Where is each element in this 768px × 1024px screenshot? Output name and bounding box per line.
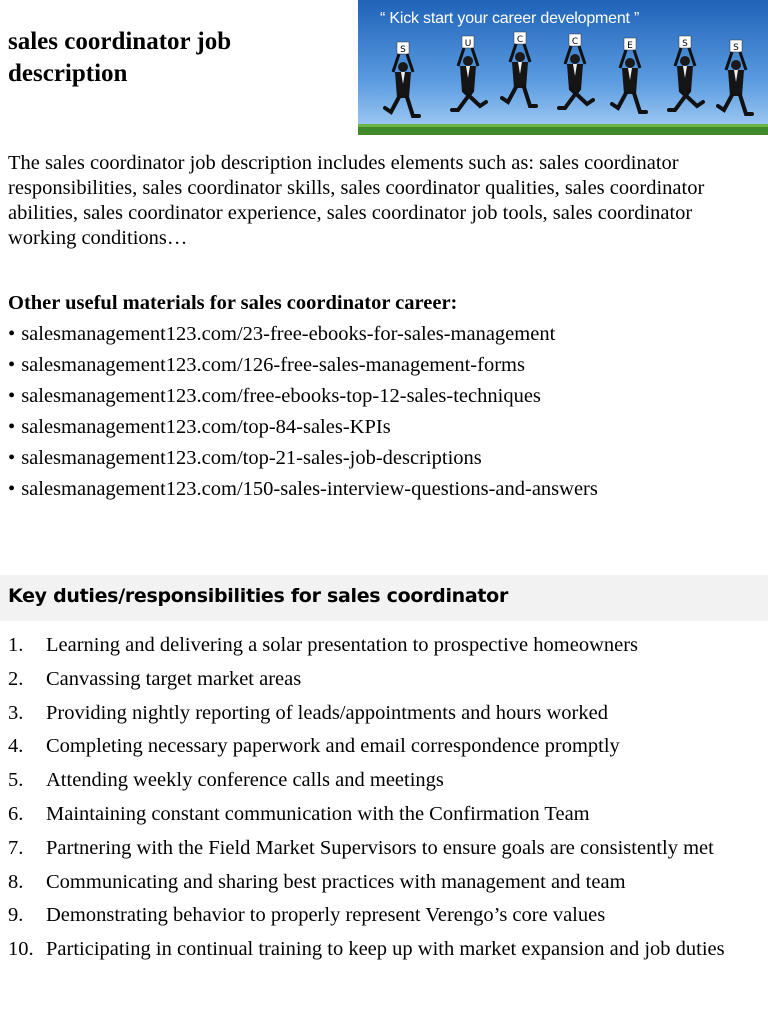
- materials-heading: Other useful materials for sales coordinator career:: [8, 292, 458, 314]
- material-link[interactable]: • salesmanagement123.com/free-ebooks-top-12-sales-techniques: [8, 381, 760, 412]
- card-letter: S: [682, 39, 688, 49]
- material-link[interactable]: • salesmanagement123.com/top-21-sales-job-descriptions: [8, 443, 760, 474]
- intro-paragraph: The sales coordinator job description includes elements such as: sales coordinator responsibilities, sales coordinator skills, sales coordinator qualities, sales coordinator abilities, sales coordinator experience, sales coordinator job tools, sales coordinator working conditions…: [8, 152, 705, 249]
- duty-item: 6. Maintaining constant communication with the Confirmation Team: [8, 802, 590, 825]
- card-letter: E: [627, 41, 633, 51]
- card-letter: C: [516, 35, 524, 45]
- duties-header-bar: [0, 575, 768, 621]
- banner-quote: “ Kick start your career development ”: [380, 10, 640, 27]
- material-link[interactable]: • salesmanagement123.com/23-free-ebooks-for-sales-management: [8, 319, 760, 350]
- duty-item: 10. Participating in continual training to keep up with market expansion and job duties: [8, 938, 725, 961]
- materials-list: [8, 319, 760, 505]
- card-letter: S: [733, 43, 739, 53]
- duties-heading: Key duties/responsibilities for sales coordinator: [8, 585, 509, 607]
- material-link[interactable]: • salesmanagement123.com/top-84-sales-KPIs: [8, 412, 760, 443]
- duties-list: [0, 631, 760, 969]
- duty-item: 5. Attending weekly conference calls and meetings: [8, 769, 444, 792]
- materials-section: [8, 288, 760, 505]
- duty-item: 2. Canvassing target market areas: [8, 667, 302, 690]
- duty-item: 8. Communicating and sharing best practices with management and team: [8, 870, 626, 893]
- material-link[interactable]: • salesmanagement123.com/150-sales-interview-questions-and-answers: [8, 474, 760, 505]
- material-link[interactable]: • salesmanagement123.com/126-free-sales-management-forms: [8, 350, 760, 381]
- card-letter: C: [571, 37, 579, 47]
- duty-item: 7. Partnering with the Field Market Supervisors to ensure goals are consistently met: [8, 836, 714, 859]
- duty-item: 3. Providing nightly reporting of leads/appointments and hours worked: [8, 701, 608, 724]
- duty-item: 9. Demonstrating behavior to properly represent Verengo’s core values: [8, 904, 606, 927]
- duty-item: 4. Completing necessary paperwork and email correspondence promptly: [8, 735, 620, 758]
- card-letter: U: [464, 39, 472, 49]
- career-banner-image: [358, 0, 768, 135]
- page-title: sales coordinator job description: [8, 28, 232, 87]
- duty-item: 1. Learning and delivering a solar presentation to prospective homeowners: [8, 634, 639, 656]
- card-letter: S: [400, 45, 406, 55]
